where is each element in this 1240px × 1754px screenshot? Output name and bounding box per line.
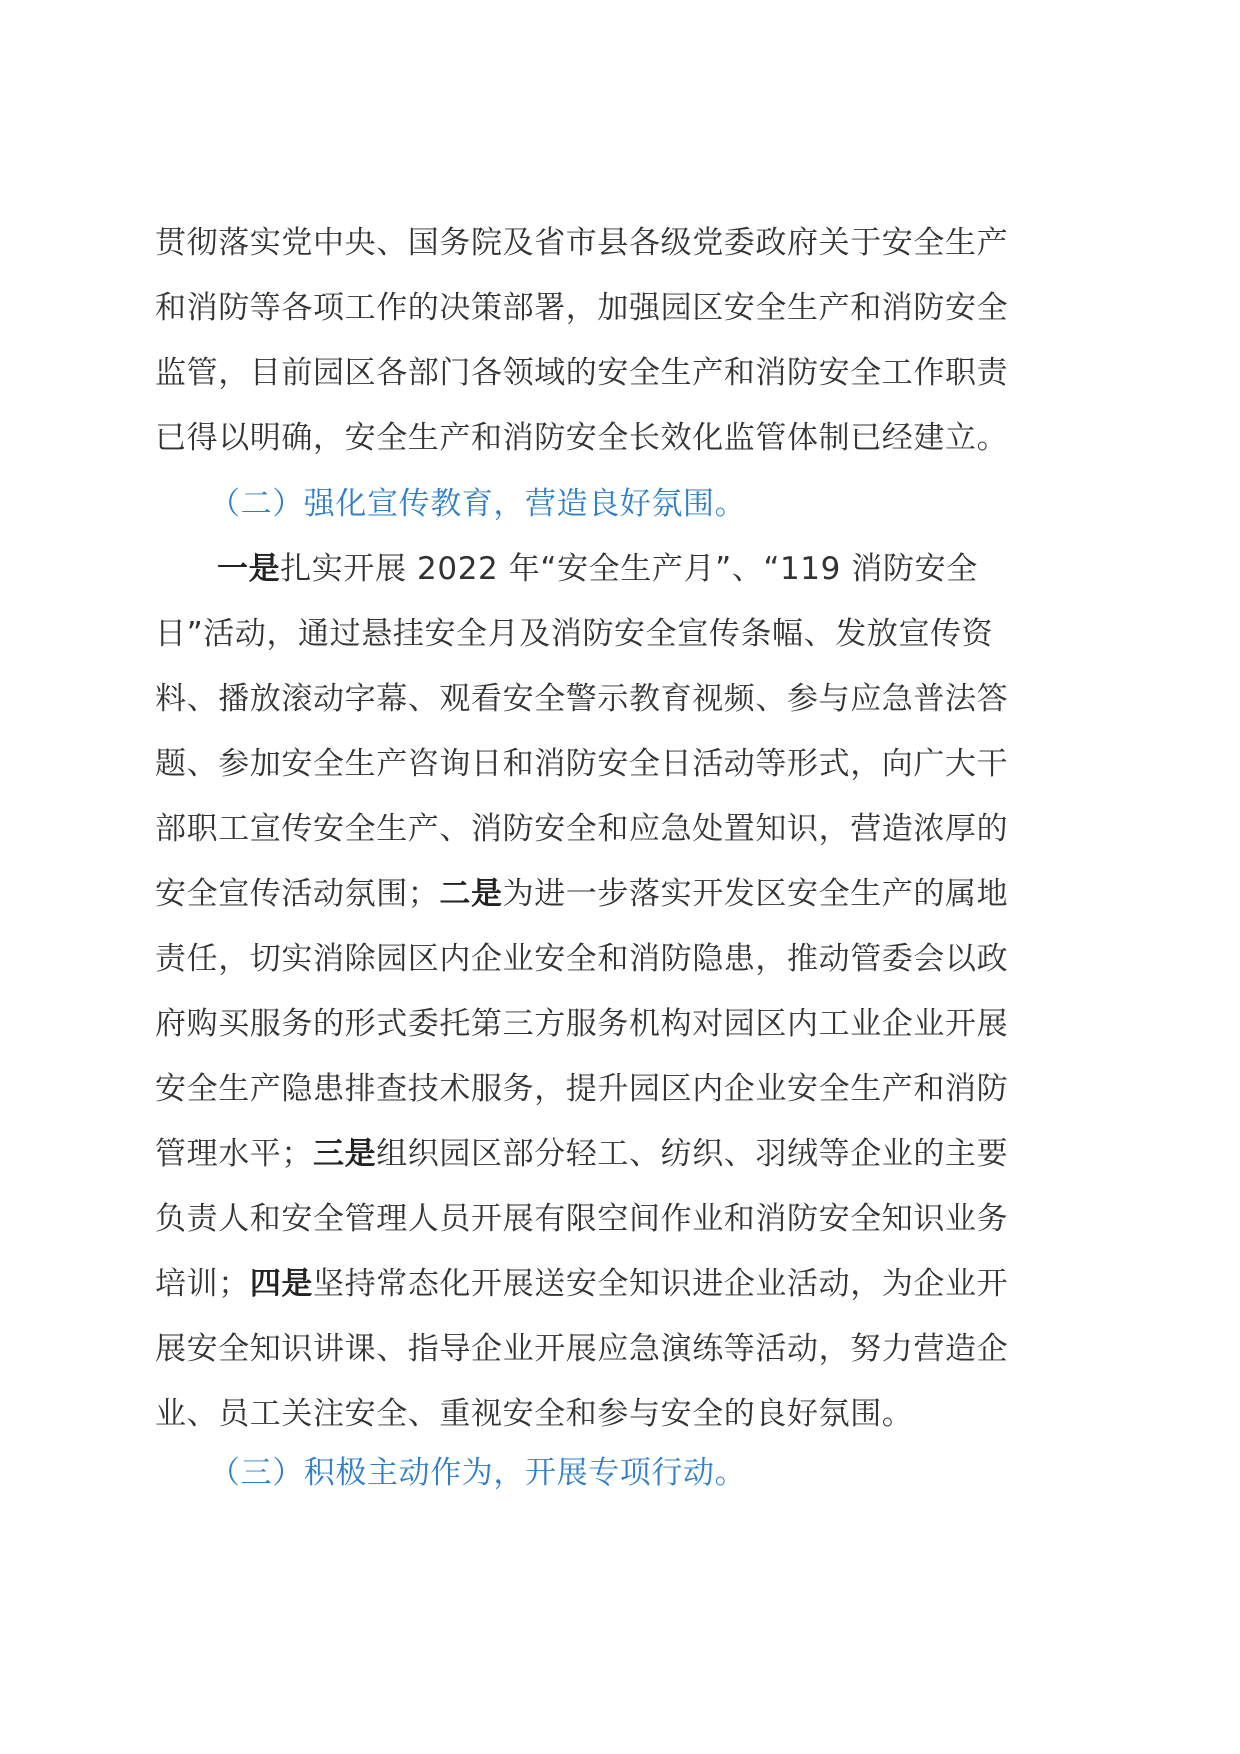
text-span: 扎实开展 2022 年“安全生产月”、“119 消防安全	[280, 551, 978, 587]
bold-marker: 四是	[249, 1266, 314, 1302]
text-span: 培训；	[155, 1266, 250, 1302]
text-line	[155, 1252, 1067, 1317]
text-span: 管理水平；	[155, 1136, 313, 1172]
text-span: 安全宣传活动氛围；	[155, 876, 440, 912]
text-line: 业、员工关注安全、重视安全和参与安全的良好氛围。	[155, 1396, 914, 1432]
text-line: 安全生产隐患排查技术服务，提升园区内企业安全生产和消防	[155, 1071, 1009, 1107]
bold-marker: 三是	[313, 1136, 377, 1172]
text-span: 为进一步落实开发区安全生产的属地	[502, 876, 1009, 912]
text-line: 题、参加安全生产咨询日和消防安全日活动等形式，向广大干	[155, 746, 1009, 782]
text-span: 坚持常态化开展送安全知识进企业活动，为企业开	[313, 1266, 1009, 1302]
text-line	[155, 1122, 1067, 1187]
text-line	[155, 537, 1067, 602]
text-line: 料、播放滚动字幕、观看安全警示教育视频、参与应急普法答	[155, 681, 1009, 717]
text-line: 已得以明确，安全生产和消防安全长效化监管体制已经建立。	[155, 420, 1009, 456]
bold-marker: 一是	[217, 551, 281, 587]
section-heading-2	[155, 472, 1067, 537]
text-line: 贯彻落实党中央、国务院及省市县各级党委政府关于安全生产	[155, 225, 1009, 261]
text-line: 责任，切实消除园区内企业安全和消防隐患，推动管委会以政	[155, 941, 1009, 977]
section-heading-text: （二）强化宣传教育，营造良好氛围。	[209, 486, 747, 522]
text-line: 部职工宣传安全生产、消防安全和应急处置知识，营造浓厚的	[155, 811, 1009, 847]
text-line: 和消防等各项工作的决策部署，加强园区安全生产和消防安全	[155, 290, 1009, 326]
text-line: 展安全知识讲课、指导企业开展应急演练等活动，努力营造企	[155, 1331, 1009, 1367]
bold-marker: 二是	[439, 876, 503, 912]
paragraph-safety-supervision	[155, 211, 1067, 471]
section-heading-text: （三）积极主动作为，开展专项行动。	[209, 1455, 747, 1491]
text-line	[155, 862, 1067, 927]
text-line: 监管，目前园区各部门各领域的安全生产和消防安全工作职责	[155, 355, 1009, 391]
text-line: 日”活动，通过悬挂安全月及消防安全宣传条幅、发放宣传资	[155, 616, 994, 652]
text-line: 负责人和安全管理人员开展有限空间作业和消防安全知识业务	[155, 1201, 1009, 1237]
text-line: 府购买服务的形式委托第三方服务机构对园区内工业企业开展	[155, 1006, 1009, 1042]
text-span: 组织园区部分轻工、纺织、羽绒等企业的主要	[376, 1136, 1009, 1172]
paragraph-publicity-education	[155, 537, 1067, 1447]
section-heading-3	[155, 1441, 1067, 1506]
